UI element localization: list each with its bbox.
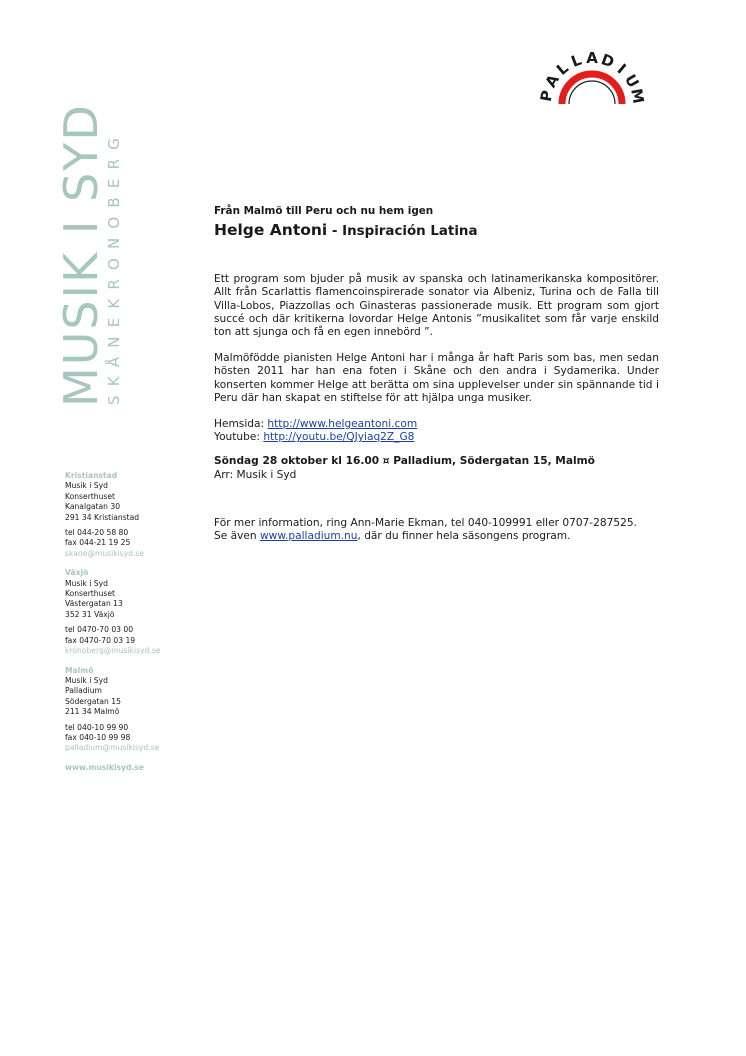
logo-letter: L — [552, 58, 572, 79]
office-fax: fax 044-21 19 25 — [65, 538, 131, 548]
office-kristianstad — [65, 471, 185, 559]
address-line: Konserthuset — [65, 589, 116, 599]
logo-letter: L — [568, 50, 584, 71]
website-link[interactable]: www.musikisyd.se — [65, 762, 144, 772]
address-line: Konserthuset — [65, 491, 116, 501]
office-email[interactable]: kronoberg@musikisyd.se — [65, 646, 161, 656]
office-fax: fax 0470-70 03 19 — [65, 635, 136, 645]
office-city: Växjö — [65, 568, 89, 578]
address-line: Västergatan 13 — [65, 599, 123, 609]
title-separator: - — [327, 224, 343, 240]
press-release-body — [214, 205, 659, 543]
arranger: Arr: Musik i Syd — [214, 468, 297, 481]
logo-arc — [562, 74, 622, 104]
title-name: Helge Antoni — [214, 221, 328, 240]
logo-letter: P — [536, 89, 557, 103]
more-info — [214, 517, 659, 543]
skane-kronoberg-wordmark: SKÅNEKRONOBERG — [105, 128, 123, 405]
vertical-branding — [54, 103, 128, 415]
office-malmo — [65, 666, 185, 754]
musik-i-syd-wordmark: MUSIK I SYD — [54, 103, 108, 407]
links-block — [214, 418, 659, 444]
contact-sidebar — [65, 471, 185, 773]
address-line: 291 34 Kristianstad — [65, 512, 140, 522]
logo-letter: A — [541, 71, 563, 91]
logo-letter: U — [620, 71, 643, 91]
logo-letter: A — [586, 49, 598, 67]
office-city: Malmö — [65, 665, 94, 675]
logo-letter: I — [613, 60, 630, 78]
office-email[interactable]: palladium@musikisyd.se — [65, 743, 160, 753]
address-line: Musik i Syd — [65, 578, 108, 588]
article-title — [214, 220, 659, 242]
office-tel: tel 0470-70 03 00 — [65, 625, 134, 635]
paragraph-program: Ett program som bjuder på musik av spanska och latinamerikanska kompositörer. Allt från Scarlattis flamencoinspirerade sonator via Albeniz, Turina och de Falla till Villa-Lobos, Piazzollas och Ginasteras passionerade musik. Ett program som gjort succé och där kritikerna lovordar Helge Antonis ”musikalitet som får varje enskild ton att sjunga och få en egen innebörd ”. — [214, 273, 659, 339]
address-line: 352 31 Växjö — [65, 609, 115, 619]
address-line: Palladium — [65, 686, 102, 696]
info-post: , där du finner hela säsongens program. — [357, 530, 571, 543]
logo-letter: D — [598, 50, 617, 72]
homepage-link[interactable]: http://www.helgeantoni.com — [267, 418, 418, 431]
youtube-link[interactable]: http://youtu.be/QJyiaq2Z_G8 — [263, 431, 415, 444]
office-city: Kristianstad — [65, 471, 118, 480]
address-line: Musik i Syd — [65, 675, 108, 685]
info-contact: För mer information, ring Ann-Marie Ekman, tel 040-109991 eller 0707-287525. — [214, 516, 637, 529]
address-line: Södergatan 15 — [65, 696, 121, 706]
office-email[interactable]: skane@musikisyd.se — [65, 548, 145, 558]
palladium-link[interactable]: www.palladium.nu — [259, 530, 358, 543]
homepage-label: Hemsida: — [214, 418, 268, 431]
youtube-label: Youtube: — [214, 431, 264, 444]
address-line: Kanalgatan 30 — [65, 502, 121, 512]
address-line: 211 34 Malmö — [65, 707, 120, 717]
office-fax: fax 040-10 99 98 — [65, 732, 131, 742]
info-pre: Se även — [214, 530, 260, 543]
event-details: Söndag 28 oktober kl 16.00 ¤ Palladium, Södergatan 15, Malmö — [214, 455, 595, 468]
paragraph-bio: Malmöfödde pianisten Helge Antoni har i många år haft Paris som bas, men sedan hösten 2011 har han ena foten i Skåne och den andra i Sydamerika. Under konserten kommer Helge att berätta om sina upplevelser under sin spännande tid i Peru där han skapat en stiftelse för att hjälpa unga musiker. — [214, 352, 659, 404]
office-tel: tel 044-20 58 80 — [65, 528, 129, 538]
office-tel: tel 040-10 99 90 — [65, 722, 129, 732]
article-subtitle: Från Malmö till Peru och nu hem igen — [214, 205, 434, 217]
palladium-logo — [522, 30, 662, 110]
office-vaxjo — [65, 568, 185, 656]
address-line: Musik i Syd — [65, 481, 108, 491]
title-program: Inspiración Latina — [342, 224, 478, 240]
logo-letter: M — [627, 87, 648, 105]
